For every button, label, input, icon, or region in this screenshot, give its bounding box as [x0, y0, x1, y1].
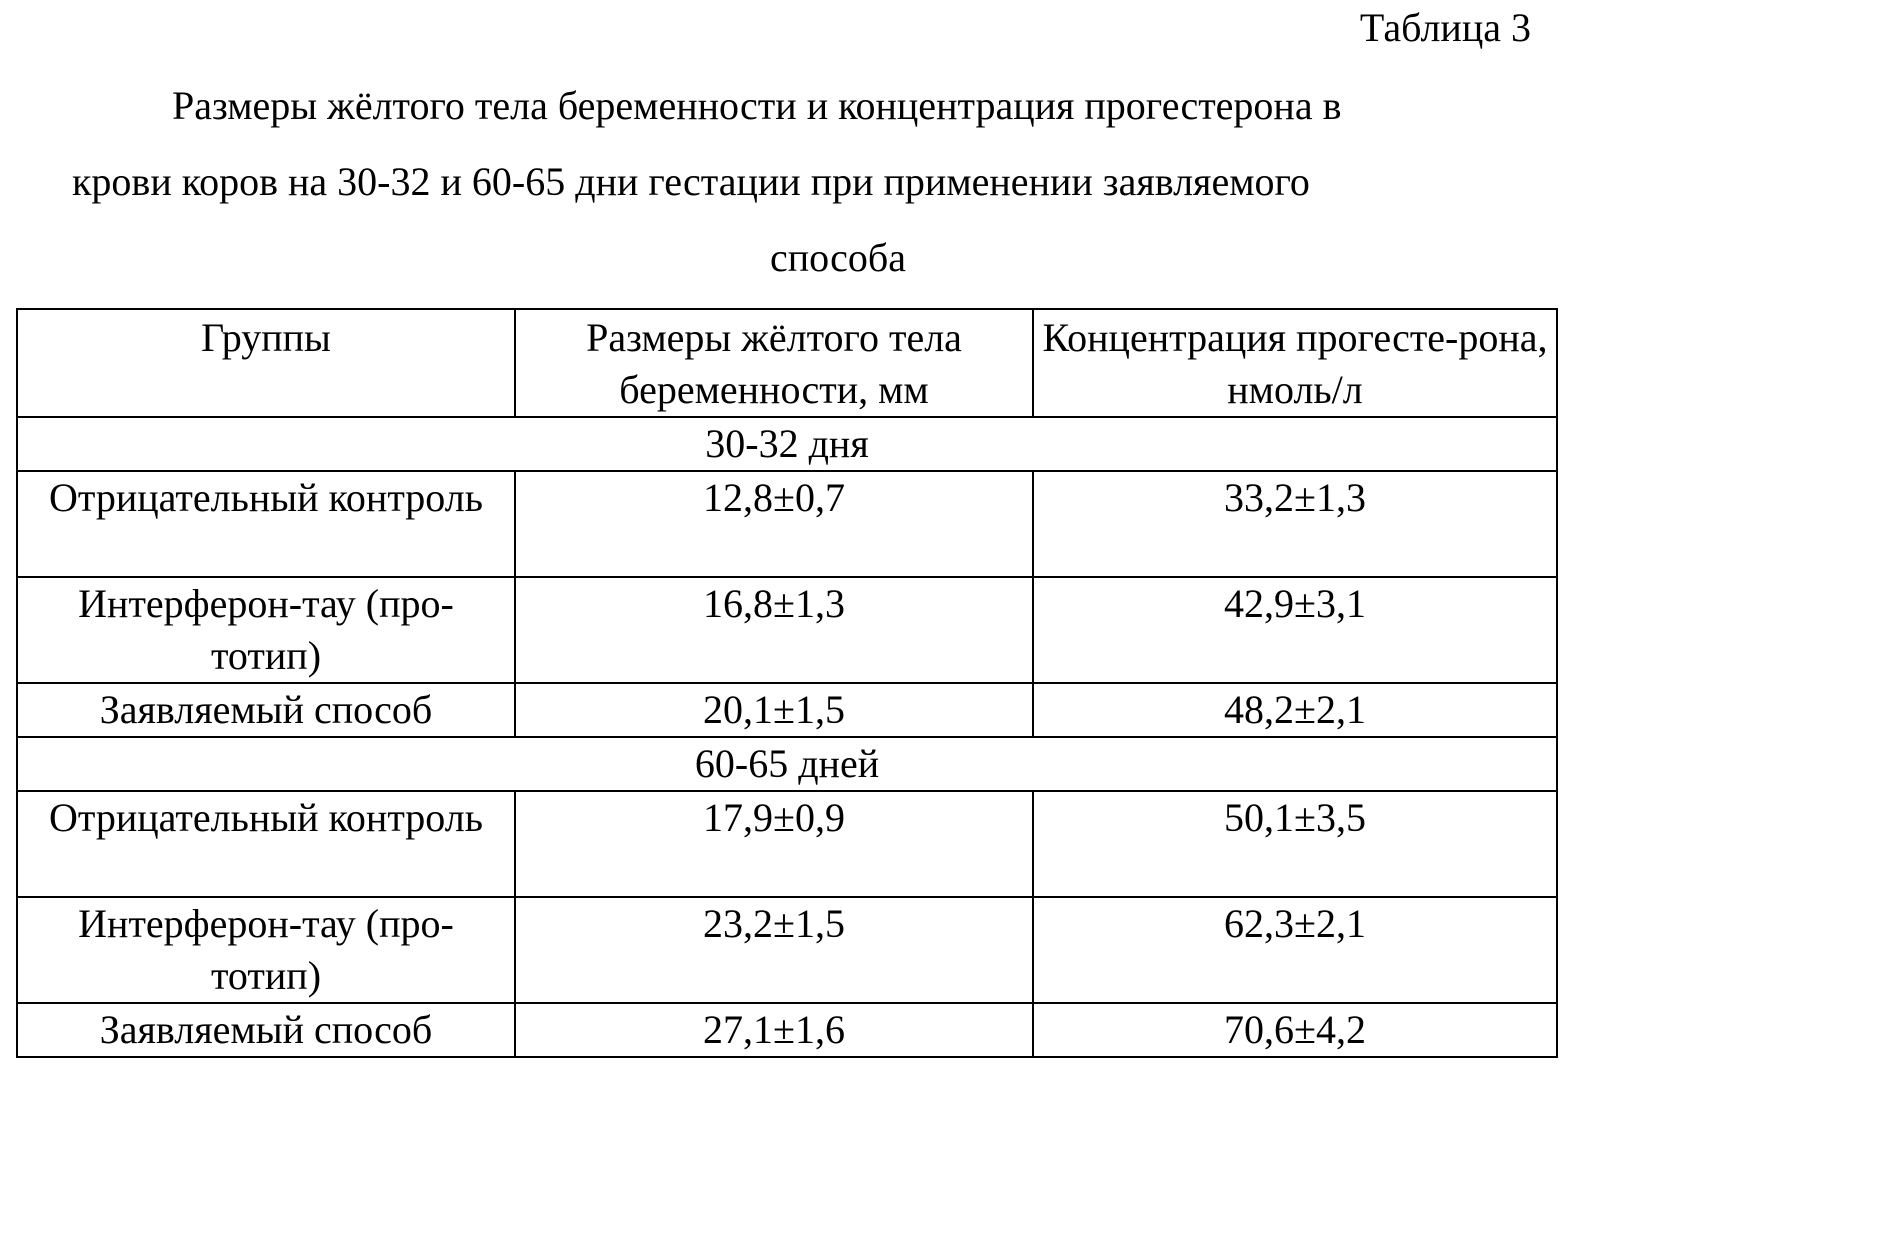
- caption-line-2: крови коров на 30-32 и 60-65 дни гестации при применении заявляемого: [72, 159, 1310, 204]
- group-cell: Заявляемый способ: [17, 1003, 515, 1057]
- table-row: [17, 791, 1557, 897]
- results-table: [16, 308, 1558, 1058]
- group-cell: Интерферон-тау (про-тотип): [17, 577, 515, 683]
- group-cell: Отрицательный контроль: [17, 791, 515, 897]
- progesterone-cell: 33,2±1,3: [1033, 471, 1557, 577]
- table-row: [17, 471, 1557, 577]
- size-cell: 20,1±1,5: [515, 683, 1033, 737]
- section-title: 60-65 дней: [17, 737, 1557, 791]
- caption-line-1: Размеры жёлтого тела беременности и концентрация прогестерона в: [172, 83, 1342, 128]
- table-row: [17, 1003, 1557, 1057]
- section-row: [17, 417, 1557, 471]
- header-size: Размеры жёлтого тела беременности, мм: [515, 309, 1033, 417]
- size-cell: 12,8±0,7: [515, 471, 1033, 577]
- size-cell: 23,2±1,5: [515, 897, 1033, 1003]
- table-number: Таблица 3: [1359, 5, 1531, 50]
- size-cell: 17,9±0,9: [515, 791, 1033, 897]
- group-cell: Заявляемый способ: [17, 683, 515, 737]
- size-cell: 16,8±1,3: [515, 577, 1033, 683]
- header-groups: Группы: [17, 309, 515, 417]
- group-cell: Отрицательный контроль: [17, 471, 515, 577]
- progesterone-cell: 42,9±3,1: [1033, 577, 1557, 683]
- header-progesterone: Концентрация прогесте-рона, нмоль/л: [1033, 309, 1557, 417]
- section-title: 30-32 дня: [17, 417, 1557, 471]
- table-row: [17, 897, 1557, 1003]
- progesterone-cell: 48,2±2,1: [1033, 683, 1557, 737]
- table-row: [17, 683, 1557, 737]
- progesterone-cell: 70,6±4,2: [1033, 1003, 1557, 1057]
- caption-line-3: способа: [769, 235, 906, 280]
- size-cell: 27,1±1,6: [515, 1003, 1033, 1057]
- progesterone-cell: 62,3±2,1: [1033, 897, 1557, 1003]
- table-header-row: [17, 309, 1557, 417]
- table-row: [17, 577, 1557, 683]
- section-row: [17, 737, 1557, 791]
- progesterone-cell: 50,1±3,5: [1033, 791, 1557, 897]
- group-cell: Интерферон-тау (про-тотип): [17, 897, 515, 1003]
